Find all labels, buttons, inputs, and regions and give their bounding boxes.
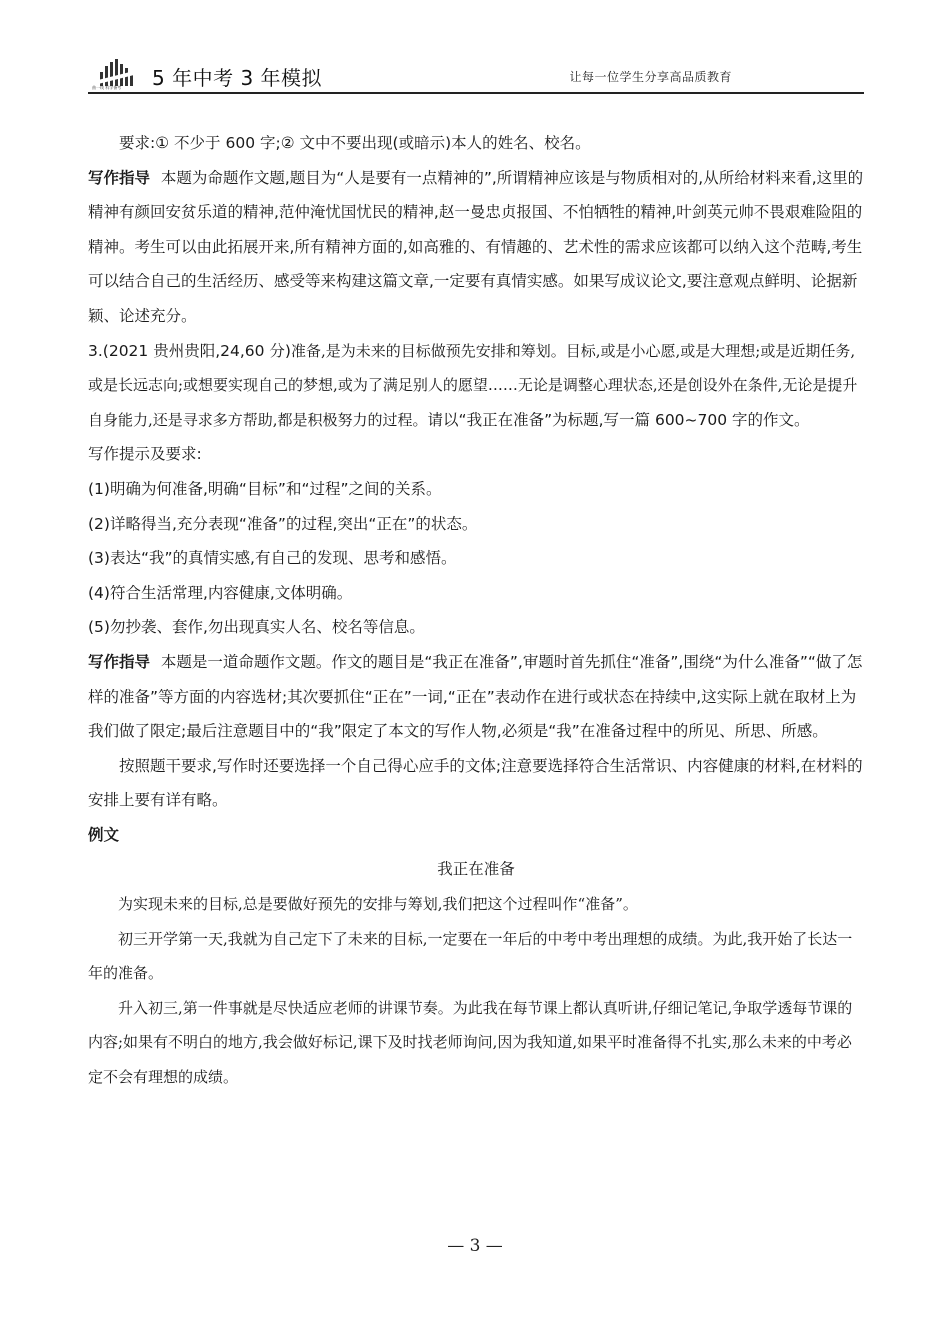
writing-guide-text: 本题为命题作文题,题目为“人是要有一点精神的”,所谓精神应该是与物质相对的,从所给材料来看,这里的精神有颜回安贫乐道的精神,范仲淹忧国忧民的精神,赵一曼忠贞报国、不怕牺牲的精神,叶剑英元帅不畏艰难险阻的精神。考生可以由此拓展开来,所有精神方面的,如高雅的、有情趣的、艺术性的需求应该都可以纳入这个范畴,考生可以结合自己的生活经历、感受等来构建这篇文章,一定要有真情实感。如果写成议论文,要注意观点鲜明、论据新颖、论述充分。 (88, 168, 864, 325)
tip-item: (3)表达“我”的真情实感,有自己的发现、思考和感悟。 (88, 549, 457, 568)
writing-guide-text: 本题是一道命题作文题。作文的题目是“我正在准备”,审题时首先抓住“准备”,围绕“为什么准备”“做了怎样的准备”等方面的内容选材;其次要抓住“正在”一词,“正在”表动作在进行或状态在持续中,这实际上就在取材上为我们做了限定;最后注意题目中的“我”限定了本文的写作人物,必须是“我”在准备过程中的所见、所思、所感。 (88, 652, 863, 741)
writing-guide-label: 写作指导 (88, 168, 151, 187)
writing-guide-2-para: 按照题干要求,写作时还要选择一个自己得心应手的文体;注意要选择符合生活常识、内容健康的材料,在材料的安排上要有详有略。 (88, 756, 863, 810)
question-3 (88, 334, 864, 438)
question-3-task: 请以“我正在准备”为标题,写一篇 600~700 字的作文。 (427, 410, 810, 429)
writing-guide-label: 写作指导 (88, 652, 151, 671)
question-3-source: 3.(2021 贵州贵阳,24,60 分) (88, 341, 291, 360)
tips-heading: 写作提示及要求: (88, 445, 202, 464)
question-3-prompt: 准备,是为未来的目标做预先安排和筹划。目标,或是小心愿,或是大理想;或是近期任务,或是长远志向;或想要实现自己的梦想,或为了满足别人的愿望……无论是调整心理状态,还是创设外在条件,无论是提升自身能力,还是寻求多方帮助,都是积极努力的过程。 (88, 341, 858, 429)
essay-title: 我正在准备 (437, 860, 515, 879)
page-header (88, 52, 864, 94)
essay-paragraph: 升入初三,第一件事就是尽快适应老师的讲课节奏。为此我在每节课上都认真听讲,仔细记笔记,争取学透每节课的内容;如果有不明白的地方,我会做好标记,课下及时找老师询问,因为我知道,如果平时准备得不扎实,那么未来的中考必定不会有理想的成绩。 (88, 998, 853, 1087)
brand-title: 5 年中考 3 年模拟 (152, 66, 323, 90)
tip-item: (4)符合生活常理,内容健康,文体明确。 (88, 583, 353, 602)
tip-item: (5)勿抄袭、套作,勿出现真实人名、校名等信息。 (88, 618, 425, 637)
logo-subtitle: 曲一线 科学备考 (92, 85, 122, 90)
writing-guide-1 (88, 161, 864, 334)
essay-paragraph: 为实现未来的目标,总是要做好预先的安排与筹划,我们把这个过程叫作“准备”。 (118, 895, 638, 914)
essay-paragraph: 初三开学第一天,我就为自己定下了未来的目标,一定要在一年后的中考中考出理想的成绩。为此,我开始了长达一年的准备。 (88, 929, 853, 983)
tip-item: (2)详略得当,充分表现“准备”的过程,突出“正在”的状态。 (88, 514, 478, 533)
requirement-line: 要求:① 不少于 600 字;② 文中不要出现(或暗示)本人的姓名、校名。 (119, 134, 591, 152)
page-number: — 3 — (447, 1236, 503, 1256)
header-slogan: 让每一位学生分享高品质教育 (569, 70, 732, 84)
page-content (88, 126, 864, 1095)
example-heading: 例文 (88, 825, 120, 844)
tip-item: (1)明确为何准备,明确“目标”和“过程”之间的关系。 (88, 479, 442, 498)
writing-guide-2 (88, 645, 864, 749)
